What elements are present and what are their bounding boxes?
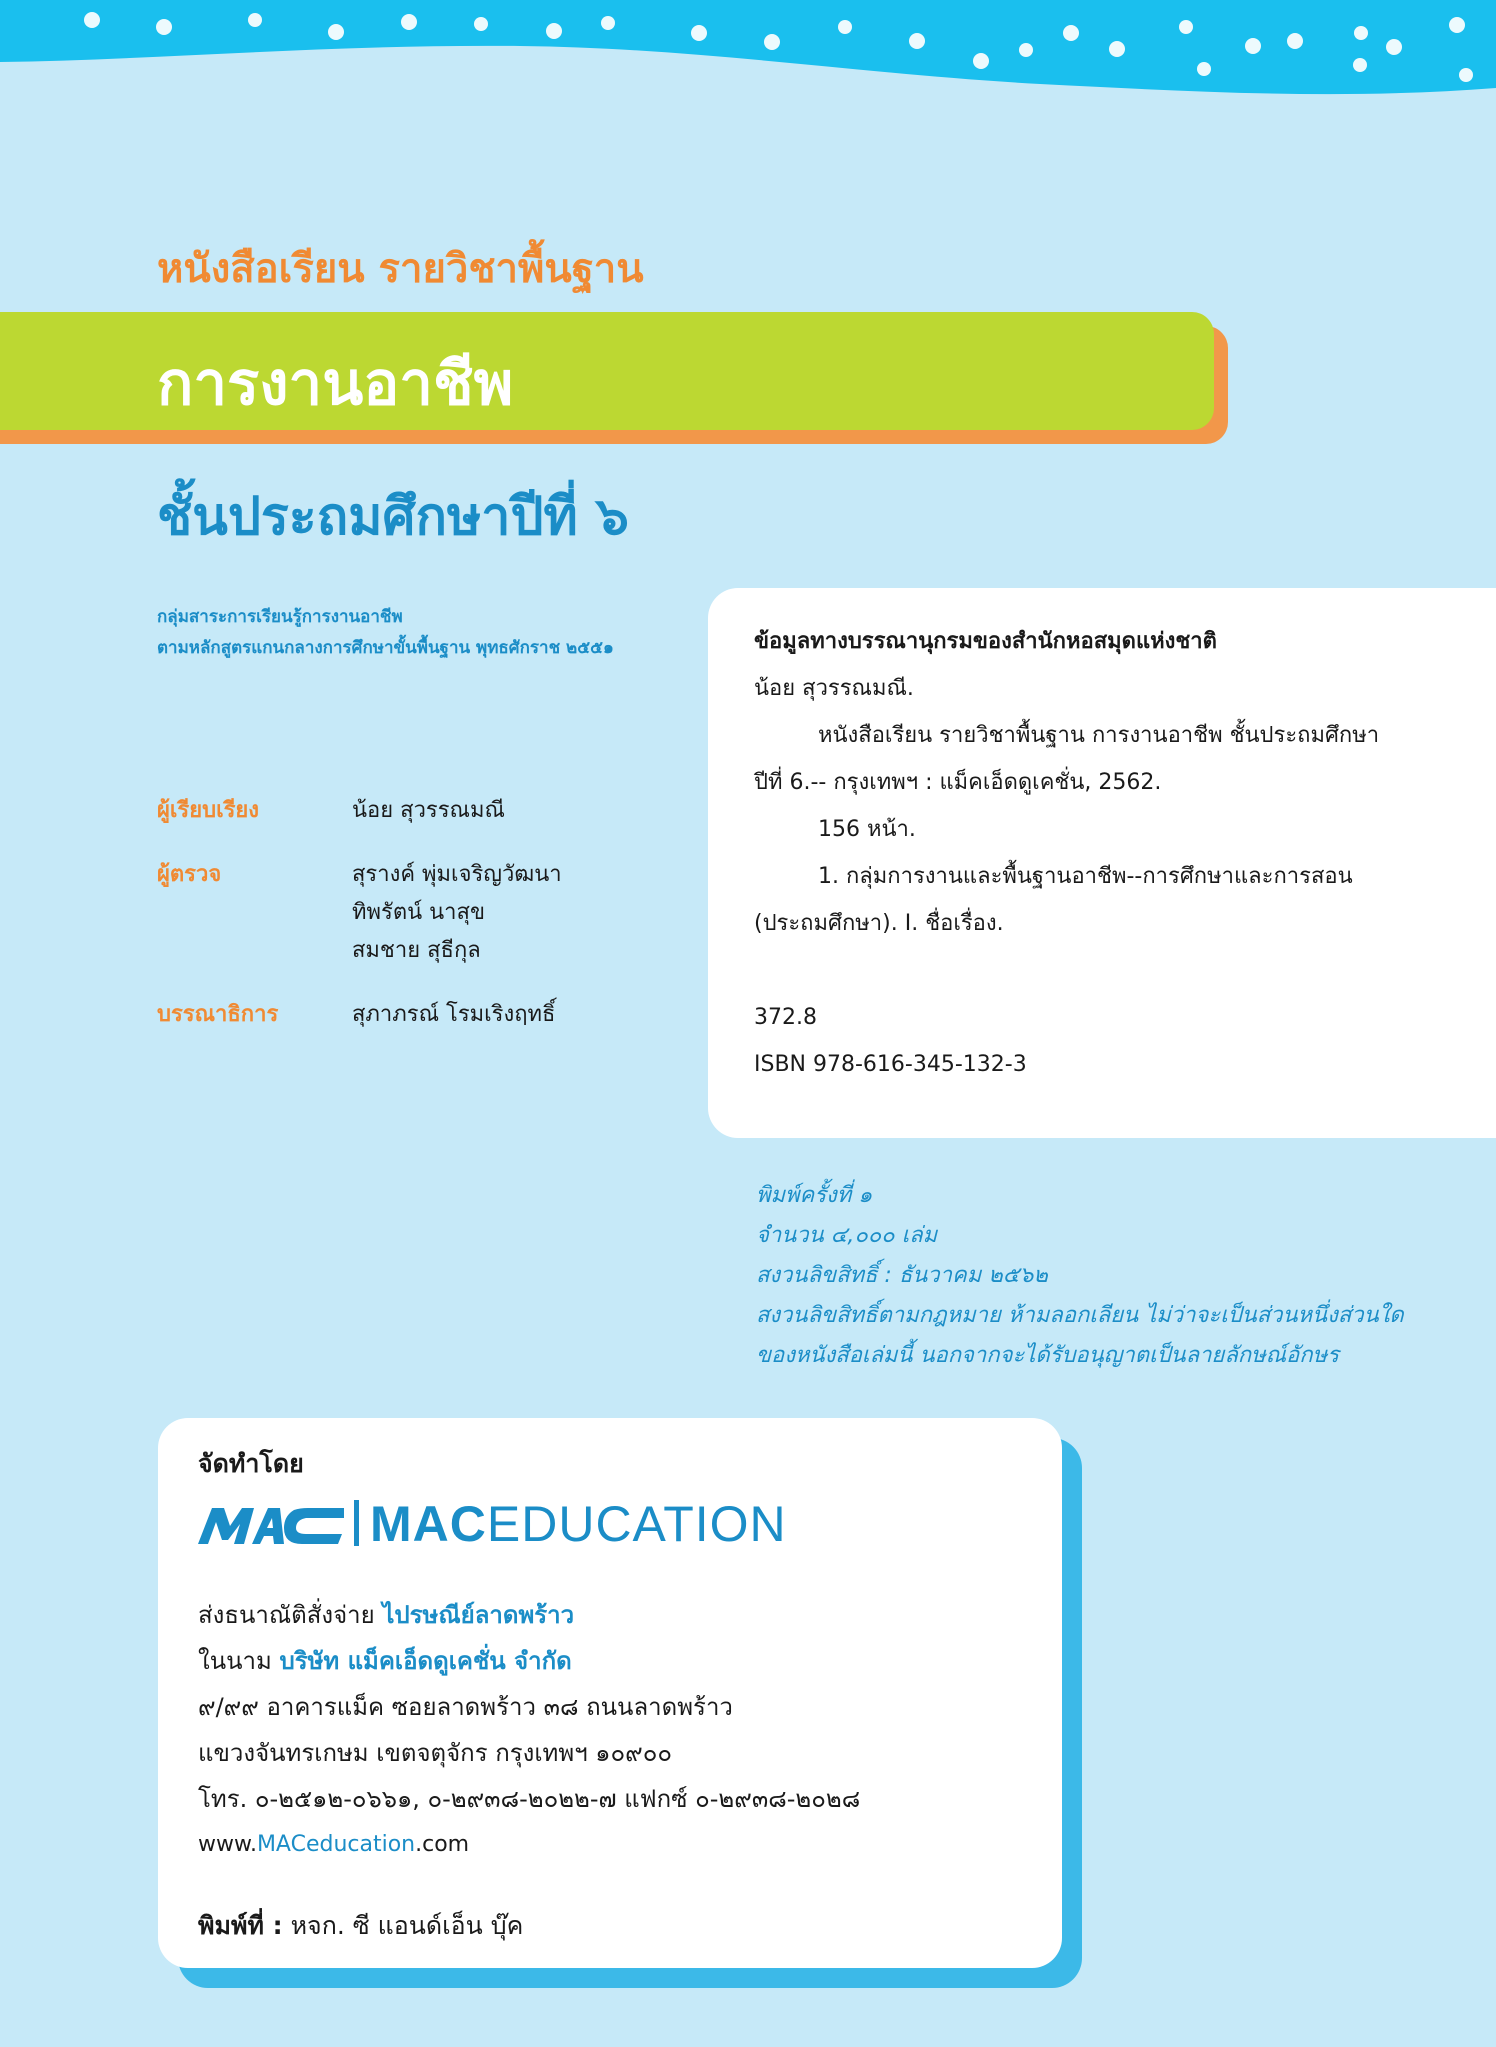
book-title: การงานอาชีพ: [157, 349, 514, 419]
printing-info: [756, 1176, 1404, 1376]
printer-name: หจก. ซี แอนด์เอ็น บุ๊ค: [290, 1911, 524, 1940]
curriculum-info: [157, 602, 614, 664]
grade-level-title: ชั้นประถมศึกษาปีที่ ๖: [157, 487, 629, 547]
website-link[interactable]: [198, 1822, 860, 1868]
credit-role: บรรณาธิการ: [157, 1002, 279, 1027]
credit-row-reviewers: [157, 856, 562, 970]
cip-author: น้อย สุวรรณมณี.: [754, 676, 914, 701]
credit-names: [352, 792, 562, 830]
payment-line: [198, 1592, 860, 1638]
subject-line: หนังสือเรียน รายวิชาพื้นฐาน: [157, 246, 644, 292]
copyright-notice-line-2: ของหนังสือเล่มนี้ นอกจากจะได้รับอนุญาตเป็นลายลักษณ์อักษร: [756, 1343, 1339, 1368]
cip-pages: 156 หน้า.: [818, 817, 916, 842]
credit-name: สุภาภรณ์ โรมเริงฤทธิ์: [352, 1002, 556, 1027]
brand-wordmark: [370, 1496, 787, 1552]
edition: พิมพ์ครั้งที่ ๑: [756, 1183, 873, 1208]
phone-line: โทร. ๐-๒๕๑๒-๐๖๖๑, ๐-๒๙๓๘-๒๐๒๒-๗ แฟกซ์ ๐-๒๙๓๘-๒๐๒๘: [198, 1785, 861, 1813]
publisher-address: [198, 1592, 860, 1868]
cip-title-line-2: ปีที่ 6.-- กรุงเทพฯ : แม็คเอ็ดดูเคชั่น, 2562.: [754, 770, 1162, 795]
cip-isbn: ISBN 978-616-345-132-3: [754, 1052, 1027, 1077]
made-by-label: จัดทำโดย: [198, 1449, 304, 1478]
curriculum-line-2: ตามหลักสูตรแกนกลางการศึกษาขั้นพื้นฐาน พุทธศักราช ๒๕๕๑: [157, 638, 614, 658]
credit-names: [352, 856, 562, 970]
cip-subject-line-2: (ประถมศึกษา). I. ชื่อเรื่อง.: [754, 911, 1004, 936]
printer-line: [198, 1906, 523, 1946]
payee-line: [198, 1638, 860, 1684]
credits-list: [157, 792, 562, 1060]
print-quantity: จำนวน ๔,๐๐๐ เล่ม: [756, 1223, 938, 1248]
cip-heading: ข้อมูลทางบรรณานุกรมของสำนักหอสมุดแห่งชาติ: [754, 629, 1217, 654]
payee-prefix: ในนาม: [198, 1647, 272, 1675]
cip-class-number: 372.8: [754, 1005, 817, 1030]
payee-name: บริษัท แม็คเอ็ดดูเคชั่น จำกัด: [279, 1647, 572, 1675]
credit-name: ทิพรัตน์ นาสุข: [352, 900, 485, 925]
credit-name: สมชาย สุธีกุล: [352, 938, 481, 963]
payment-prefix: ส่งธนาณัติสั่งจ่าย: [198, 1601, 375, 1629]
curriculum-line-1: กลุ่มสาระการเรียนรู้การงานอาชีพ: [157, 607, 403, 627]
cip-title-line-1: หนังสือเรียน รายวิชาพื้นฐาน การงานอาชีพ ชั้นประถมศึกษา: [818, 723, 1380, 748]
copyright-notice-line-1: สงวนลิขสิทธิ์ตามกฎหมาย ห้ามลอกเลียน ไม่ว่าจะเป็นส่วนหนึ่งส่วนใด: [756, 1303, 1404, 1328]
web-domain: MACeducation: [256, 1832, 416, 1857]
credit-name: สุรางค์ พุ่มเจริญวัฒนา: [352, 862, 562, 887]
printer-label: พิมพ์ที่ :: [198, 1911, 283, 1940]
credit-role: ผู้ตรวจ: [157, 862, 222, 887]
credit-name: น้อย สุวรรณมณี: [352, 798, 505, 823]
credit-role: ผู้เรียบเรียง: [157, 798, 260, 823]
web-suffix: .com: [415, 1832, 470, 1857]
payment-target: ไปรษณีย์ลาดพร้าว: [382, 1601, 575, 1629]
web-prefix: www.: [198, 1832, 257, 1857]
cip-spacer: [754, 947, 1454, 994]
top-wave-decoration: [0, 0, 1496, 110]
address-line-1: ๙/๙๙ อาคารแม็ค ซอยลาดพร้าว ๓๘ ถนนลาดพร้าว: [198, 1693, 733, 1721]
copyright-date: สงวนลิขสิทธิ์ : ธันวาคม ๒๕๖๒: [756, 1263, 1048, 1288]
cip-subject-line-1: 1. กลุ่มการงานและพื้นฐานอาชีพ--การศึกษาและการสอน: [818, 864, 1353, 889]
mac-logo-mark-icon: [198, 1506, 344, 1544]
logo-divider: [354, 1500, 359, 1546]
brand-education: EDUCATION: [486, 1496, 787, 1552]
brand-mac: MAC: [370, 1496, 487, 1552]
address-line-2: แขวงจันทรเกษม เขตจตุจักร กรุงเทพฯ ๑๐๙๐๐: [198, 1739, 673, 1767]
credit-row-compiler: [157, 792, 562, 830]
credit-names: [352, 996, 562, 1034]
cip-data: [754, 618, 1454, 1088]
credit-row-editor: [157, 996, 562, 1034]
